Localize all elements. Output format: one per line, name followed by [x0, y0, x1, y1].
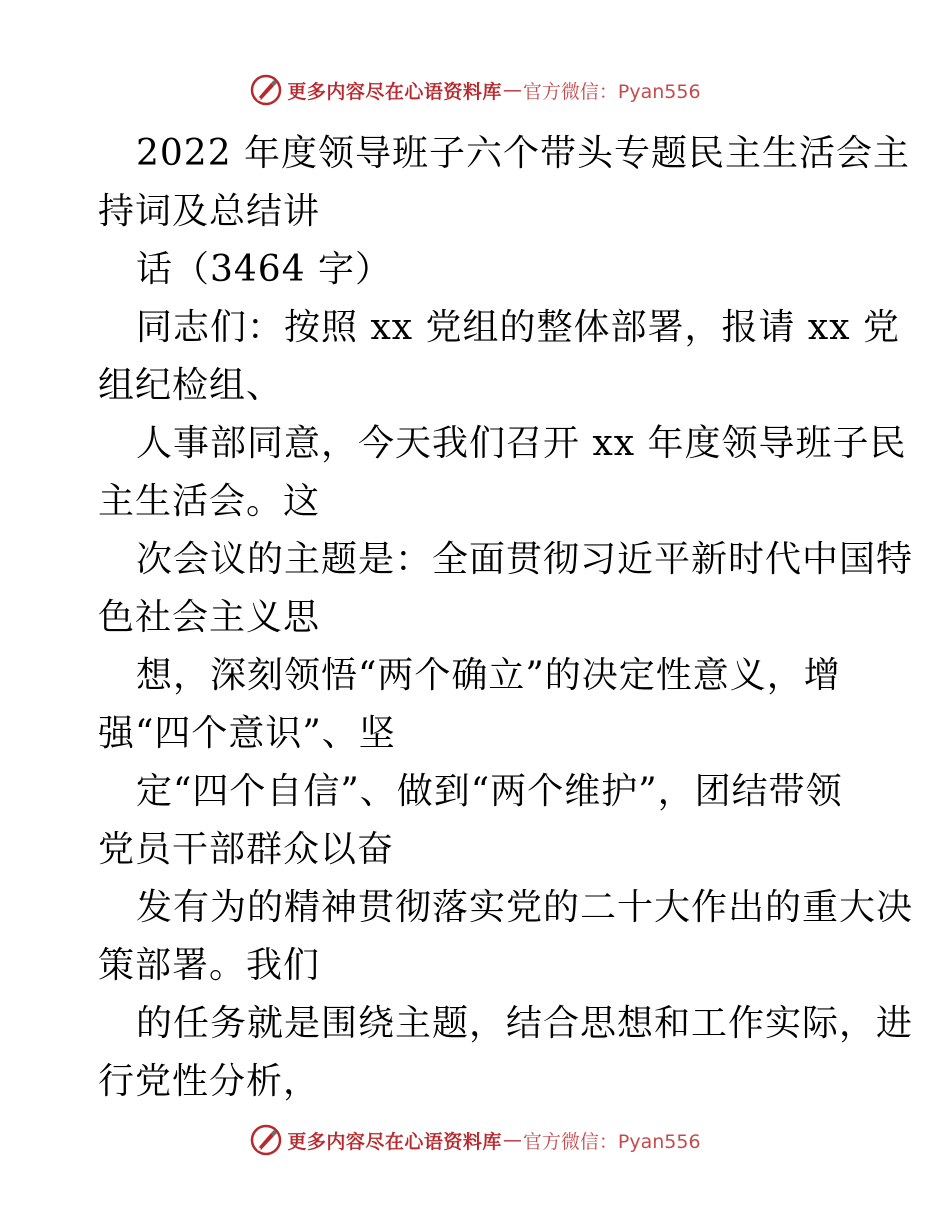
document-body	[98, 125, 914, 1111]
text-line: 话（3464 字）	[136, 249, 393, 290]
text-line: 色社会主义思	[98, 597, 321, 638]
text-line: 人事部同意，今天我们召开 xx 年度领导班子民	[136, 423, 907, 464]
watermark-brand: 更多内容尽在心语资料库	[287, 1130, 502, 1153]
text-line: 组纪检组、	[98, 365, 284, 406]
text-line: 想，深刻领悟“两个确立”的决定性意义，增	[136, 655, 841, 696]
watermark-contact: 官方微信：Pyan556	[522, 1130, 701, 1153]
text-line: 主生活会。这	[98, 481, 321, 522]
text-line: 次会议的主题是：全面贯彻习近平新时代中国特	[136, 539, 914, 580]
watermark-separator: —	[502, 1129, 522, 1151]
watermark-contact: 官方微信：Pyan556	[522, 80, 701, 103]
header-watermark	[0, 72, 950, 108]
text-line: 同志们：按照 xx 党组的整体部署，报请 xx 党	[136, 307, 900, 348]
text-line: 强“四个意识”、坚	[98, 713, 396, 754]
watermark-separator: —	[502, 79, 522, 101]
text-line: 策部署。我们	[98, 945, 321, 986]
text-line: 2022 年度领导班子六个带头专题民主生活会主	[136, 133, 911, 174]
watermark-brand: 更多内容尽在心语资料库	[287, 80, 502, 103]
text-line: 定“四个自信”、做到“两个维护”，团结带领	[136, 771, 843, 812]
pen-logo-icon	[249, 73, 283, 107]
text-line: 持词及总结讲	[98, 191, 321, 232]
text-line: 的任务就是围绕主题，结合思想和工作实际，进	[136, 1003, 914, 1044]
footer-watermark	[0, 1122, 950, 1158]
text-line: 行党性分析，	[98, 1061, 321, 1102]
text-line: 发有为的精神贯彻落实党的二十大作出的重大决	[136, 887, 914, 928]
text-line: 党员干部群众以奋	[98, 829, 395, 870]
pen-logo-icon	[249, 1123, 283, 1157]
